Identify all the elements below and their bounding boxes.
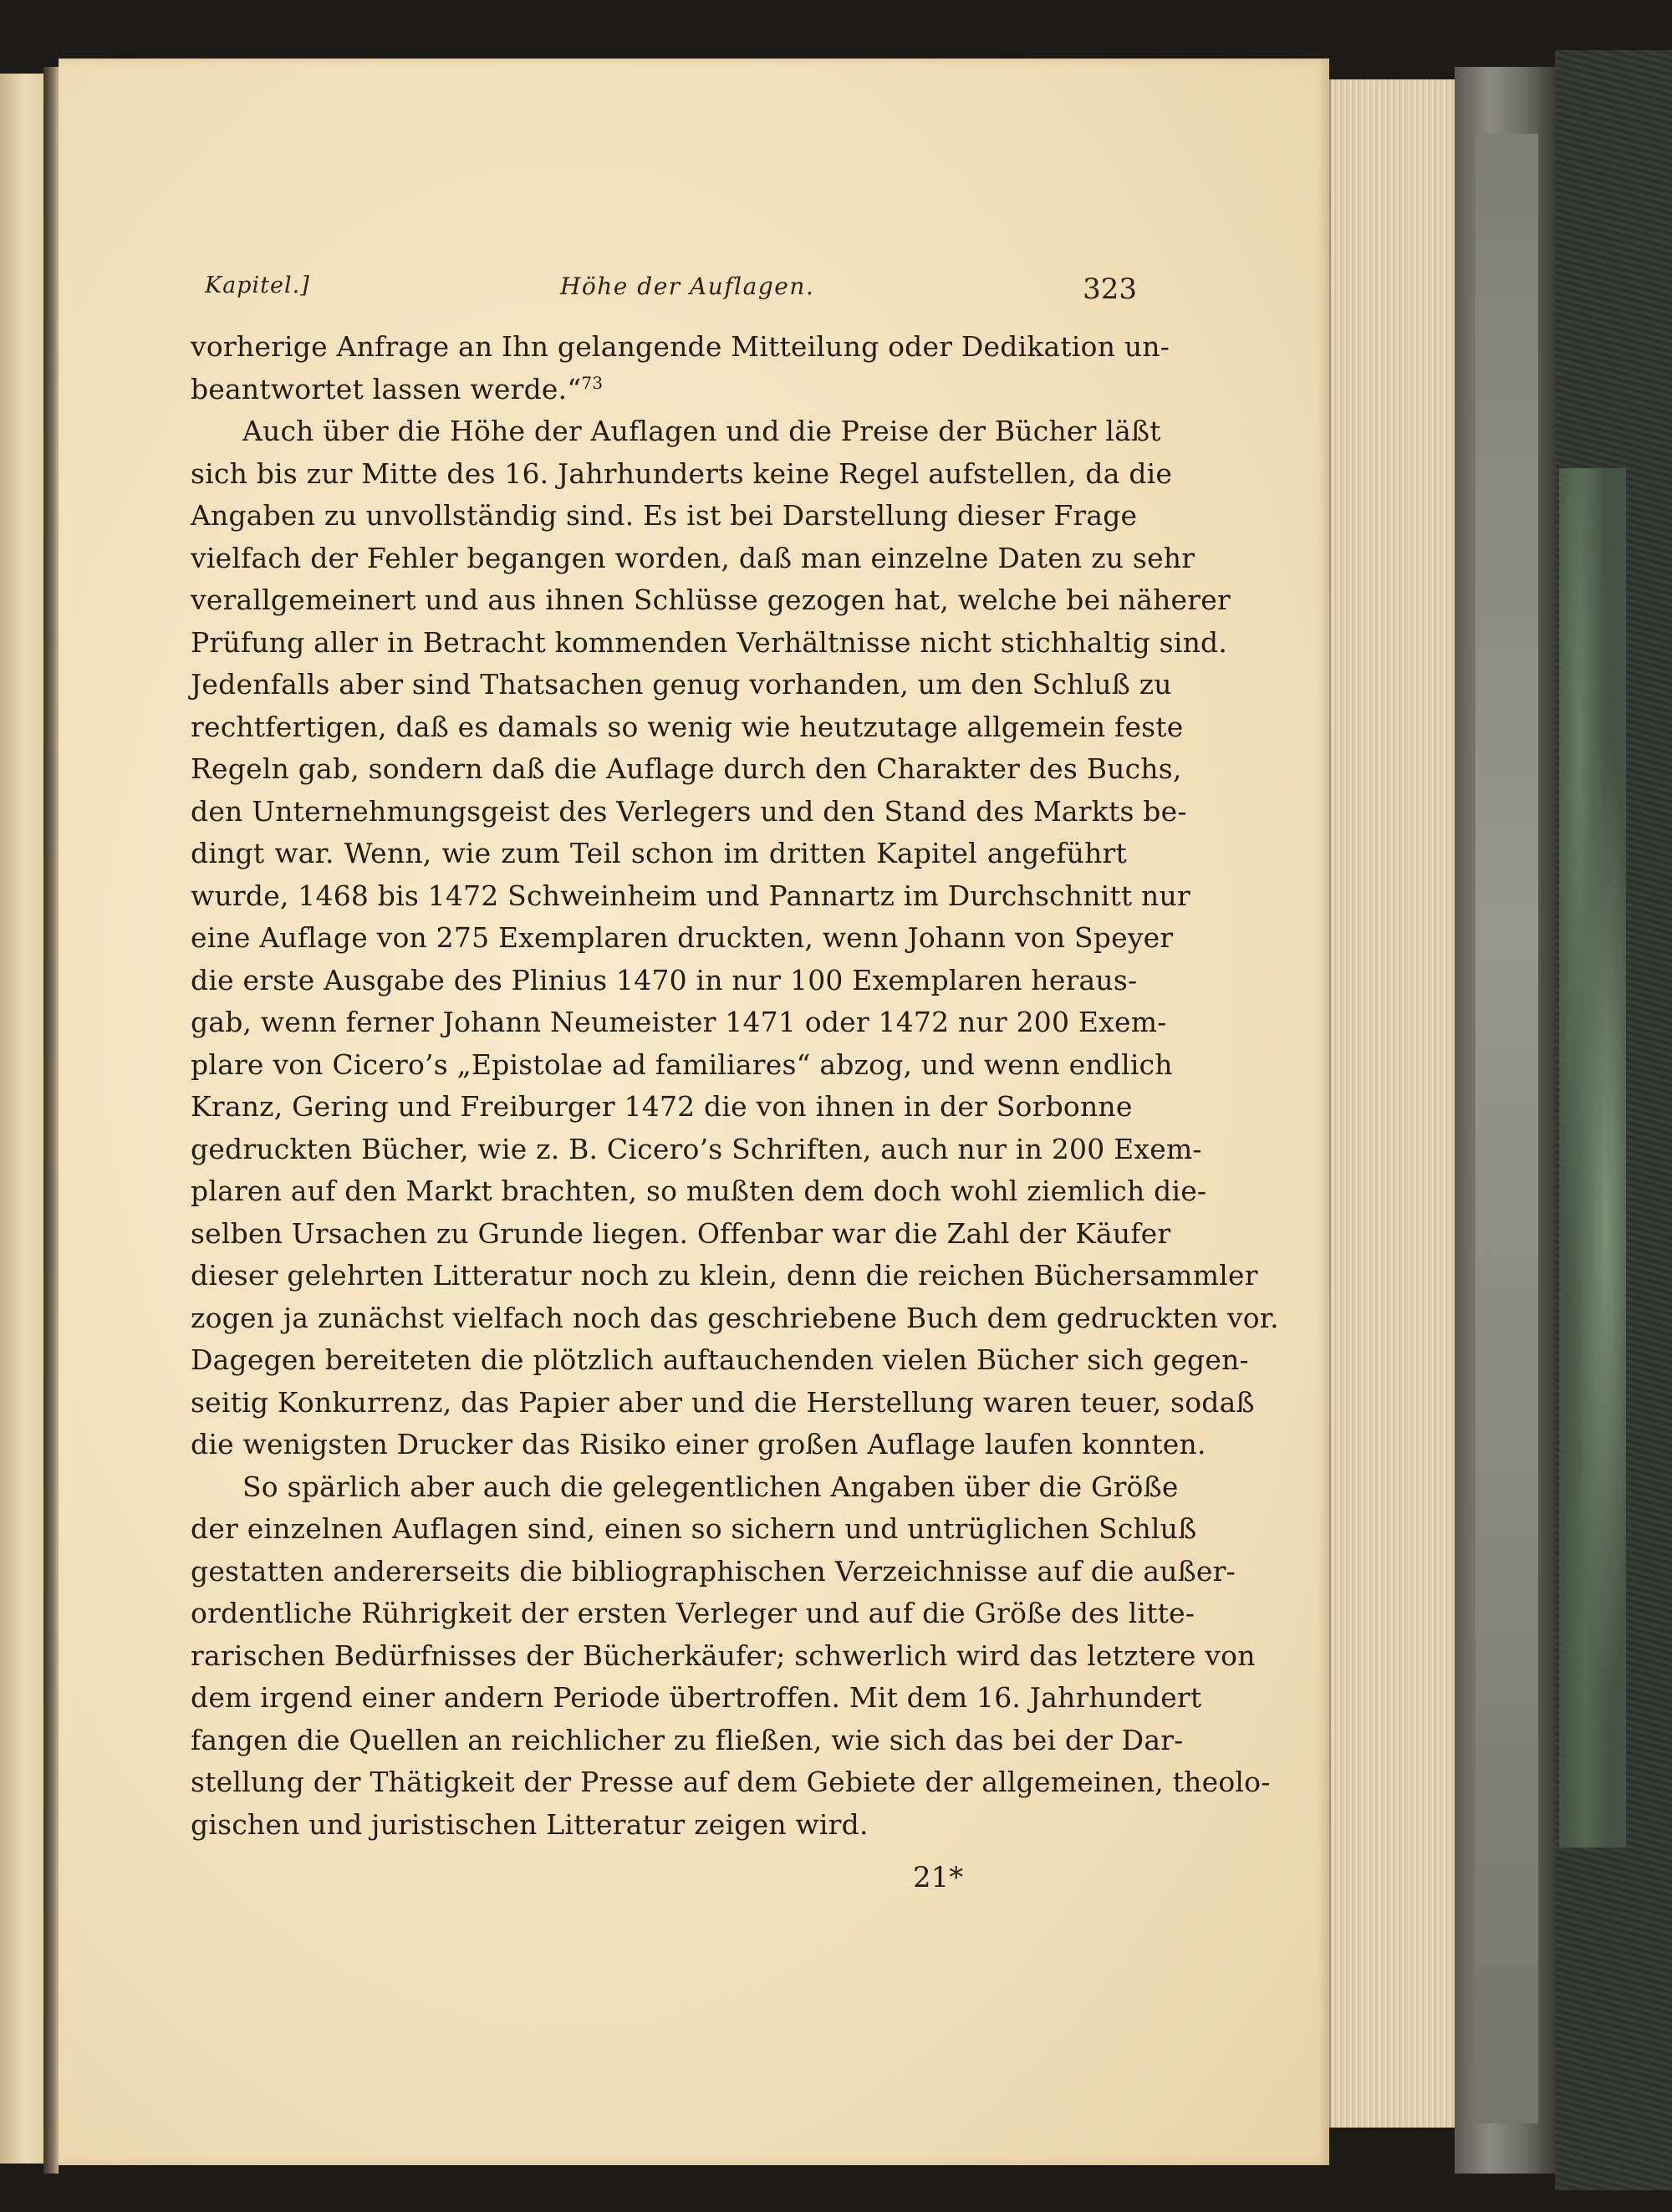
text-line: gedruckten Bücher, wie z. B. Cicero’s Schriften, auch nur in 200 Exem-: [191, 1132, 1202, 1165]
text-line: dem irgend einer andern Periode übertroffen. Mit dem 16. Jahrhundert: [191, 1681, 1202, 1714]
body-text: [191, 326, 1279, 1846]
text-line: vorherige Anfrage an Ihn gelangende Mitteilung oder Dedikation un-: [191, 330, 1170, 363]
footnote-reference: 73: [581, 372, 604, 393]
text-line: gischen und juristischen Litteratur zeigen wird.: [191, 1807, 869, 1841]
text-line: Angaben zu unvollständig sind. Es ist bei Darstellung dieser Frage: [191, 499, 1138, 532]
sheet-signature: 21*: [913, 1861, 964, 1894]
text-line: eine Auflage von 275 Exemplaren druckten, wenn Johann von Speyer: [191, 921, 1174, 954]
text-line: Prüfung aller in Betracht kommenden Verhältnisse nicht stichhaltig sind.: [191, 625, 1228, 659]
text-line: selben Ursachen zu Grunde liegen. Offenbar war die Zahl der Käufer: [191, 1216, 1171, 1250]
text-line: [191, 369, 1127, 411]
text-line: der einzelnen Auflagen sind, einen so sichern und untrüglichen Schluß: [191, 1512, 1197, 1545]
left-page-edge: [0, 74, 45, 2164]
page-number: 323: [1083, 273, 1137, 306]
text-line: gab, wenn ferner Johann Neumeister 1471 oder 1472 nur 200 Exem-: [191, 1006, 1167, 1038]
text-line: stellung der Thätigkeit der Presse auf dem Gebiete der allgemeinen, theolo-: [191, 1766, 1271, 1798]
text-line: den Unternehmungsgeist des Verlegers und den Stand des Markts be-: [191, 794, 1187, 828]
running-head-title: Höhe der Auflagen.: [560, 273, 815, 300]
text-line: dieser gelehrten Litteratur noch zu klein, denn die reichen Büchersammler: [191, 1259, 1258, 1292]
text-line: fangen die Quellen an reichlicher zu fließen, wie sich das bei der Dar-: [191, 1723, 1184, 1756]
text-line: verallgemeinert und aus ihnen Schlüsse gezogen hat, welche bei näherer: [191, 584, 1231, 616]
text-line: ordentliche Rührigkeit der ersten Verleger und auf die Größe des litte-: [191, 1597, 1195, 1629]
text-line: die wenigsten Drucker das Risiko einer großen Auflage laufen konnten.: [191, 1428, 1206, 1460]
text-line: Jedenfalls aber sind Thatsachen genug vorhanden, um den Schluß zu: [191, 668, 1172, 701]
text-line: Regeln gab, sondern daß die Auflage durch den Charakter des Buchs,: [191, 752, 1182, 785]
text-line: gestatten andererseits die bibliographischen Verzeichnisse auf die außer-: [191, 1554, 1236, 1588]
text-line: zogen ja zunächst vielfach noch das geschriebene Buch dem gedruckten vor.: [191, 1301, 1279, 1334]
text-line: So spärlich aber auch die gelegentlichen Angaben über die Größe: [242, 1470, 1179, 1503]
text-line: Kranz, Gering und Freiburger 1472 die von ihnen in der Sorbonne: [191, 1090, 1133, 1123]
page-stack-edges: [1329, 79, 1456, 2128]
text-line: rarischen Bedürfnisses der Bücherkäufer; schwerlich wird das letztere von: [191, 1639, 1256, 1672]
text-line: plare von Cicero’s „Epistolae ad familiares“ abzog, und wenn endlich: [191, 1047, 1173, 1081]
text-line: Dagegen bereiteten die plötzlich auftauchenden vielen Bücher sich gegen-: [191, 1343, 1249, 1376]
text-line: vielfach der Fehler begangen worden, daß man einzelne Daten zu sehr: [191, 541, 1195, 574]
running-head-chapter: Kapitel.]: [205, 273, 310, 298]
text-line: die erste Ausgabe des Plinius 1470 in nur 100 Exemplaren heraus-: [191, 963, 1138, 996]
text-line: plaren auf den Markt brachten, so mußten dem doch wohl ziemlich die-: [191, 1175, 1207, 1207]
text-line: rechtfertigen, daß es damals so wenig wie heutzutage allgemein feste: [191, 710, 1184, 743]
text-line: wurde, 1468 bis 1472 Schweinheim und Pannartz im Durchschnitt nur: [191, 879, 1190, 912]
marbled-spine-paper: [1559, 468, 1626, 1848]
text-line: dingt war. Wenn, wie zum Teil schon im dritten Kapitel angeführt: [191, 837, 1127, 869]
book-gutter: [43, 67, 59, 2174]
cover-endpaper: [1476, 134, 1538, 2123]
text-line-content: beantwortet lassen werde.“: [191, 372, 582, 405]
text-line: seitig Konkurrenz, das Papier aber und die Herstellung waren teuer, sodaß: [191, 1385, 1255, 1419]
text-line: Auch über die Höhe der Auflagen und die Preise der Bücher läßt: [242, 415, 1161, 447]
text-line: sich bis zur Mitte des 16. Jahrhunderts keine Regel aufstellen, da die: [191, 456, 1173, 490]
running-head: [205, 266, 1137, 316]
